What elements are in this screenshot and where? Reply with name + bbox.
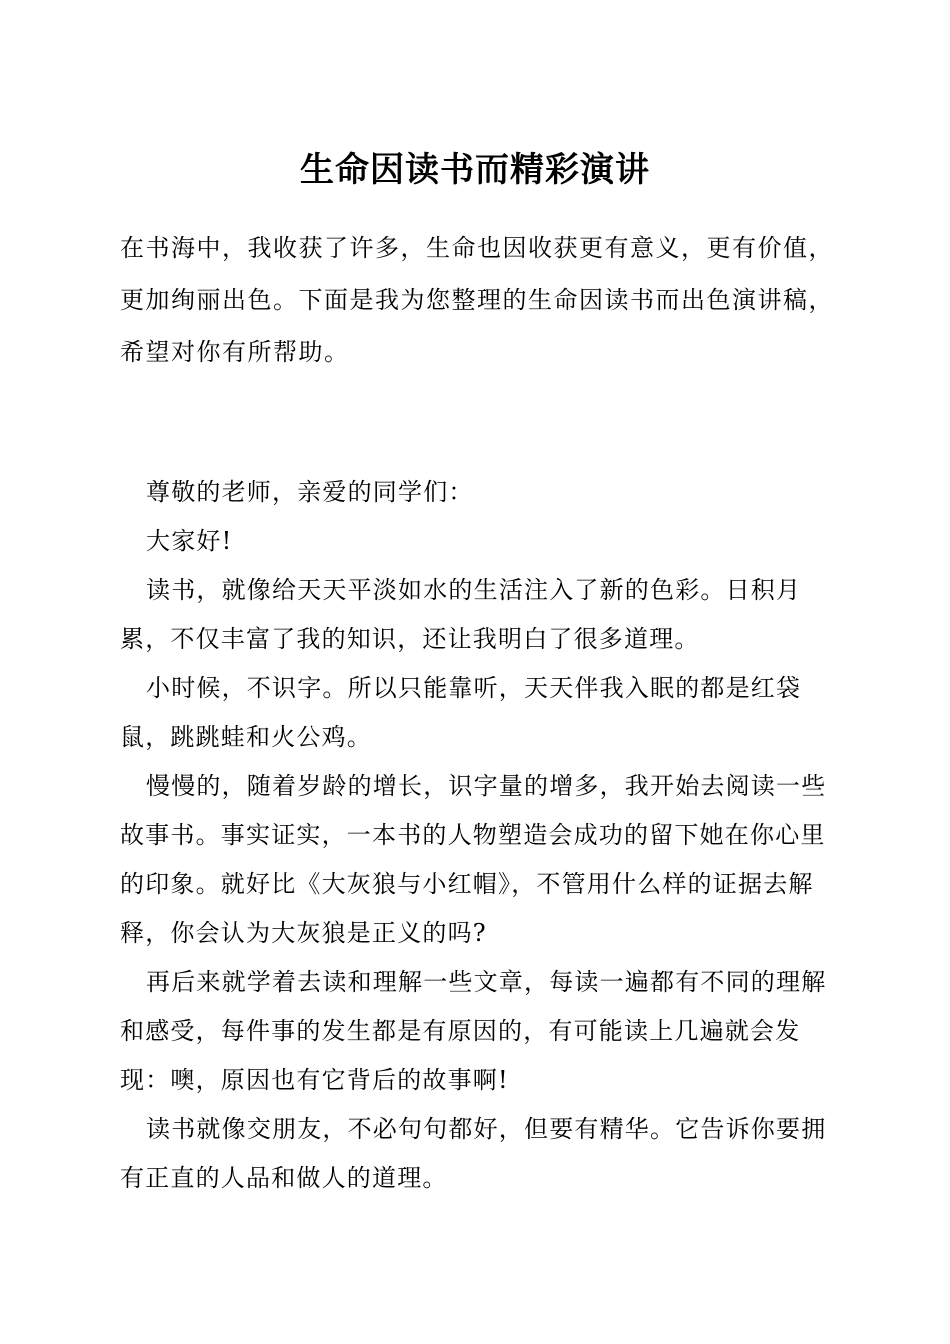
- body-paragraph: 读书就像交朋友，不必句句都好，但要有精华。它告诉你要拥有正直的人品和做人的道理。: [120, 1115, 827, 1192]
- speech-body: [120, 468, 850, 1203]
- intro-text: 在书海中，我收获了许多，生命也因收获更有意义，更有价值，更加绚丽出色。下面是我为您整理的生命因读书而出色演讲稿，希望对你有所帮助。: [120, 234, 834, 366]
- body-paragraph: 小时候，不识字。所以只能靠听，天天伴我入眠的都是红袋鼠，跳跳蛙和火公鸡。: [120, 674, 802, 751]
- body-paragraph: 再后来就学着去读和理解一些文章，每读一遍都有不同的理解和感受，每件事的发生都是有原因的，有可能读上几遍就会发现：噢，原因也有它背后的故事啊!: [120, 968, 827, 1094]
- salutation: 尊敬的老师，亲爱的同学们：: [146, 478, 474, 506]
- intro-paragraph: [120, 222, 840, 378]
- document-title: 生命因读书而精彩演讲: [300, 150, 650, 190]
- body-paragraph: 慢慢的，随着岁龄的增长，识字量的增多，我开始去阅读一些故事书。事实证实，一本书的人物塑造会成功的留下她在你心里的印象。就好比《大灰狼与小红帽》，不管用什么样的证据去解释，你会认为大灰狼是正义的吗?: [120, 772, 827, 947]
- body-paragraph: 读书，就像给天天平淡如水的生活注入了新的色彩。日积月累，不仅丰富了我的知识，还让我明白了很多道理。: [120, 576, 802, 653]
- greeting: 大家好!: [146, 527, 233, 555]
